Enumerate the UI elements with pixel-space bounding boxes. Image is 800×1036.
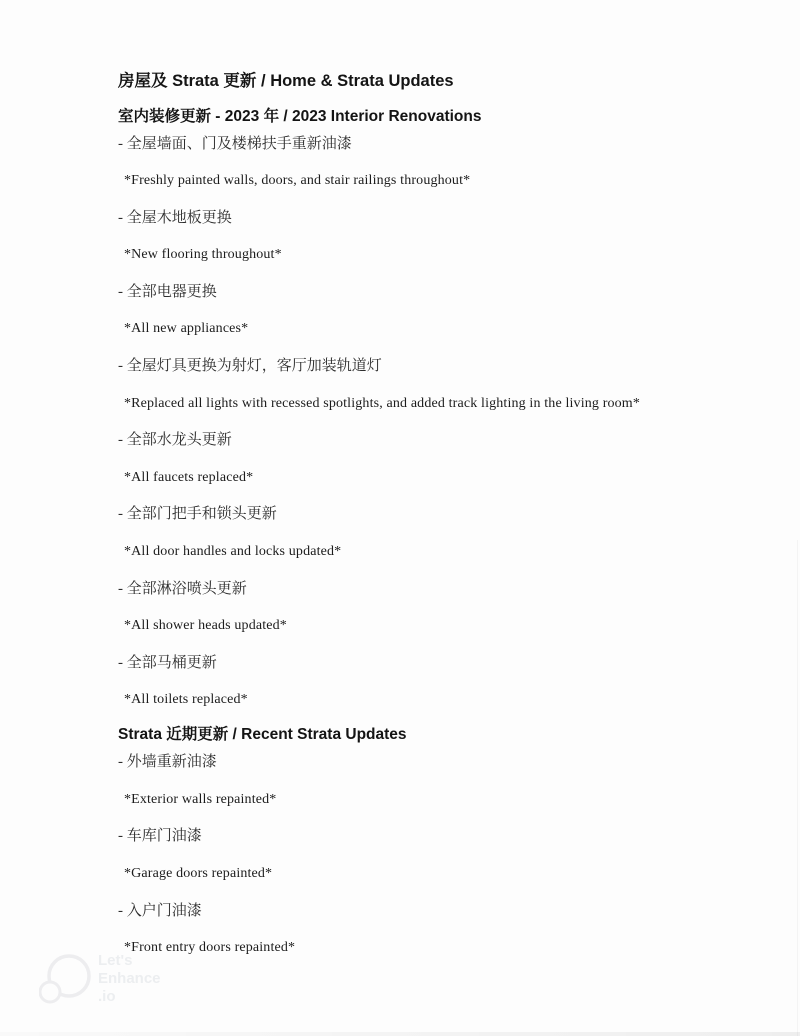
watermark-line-3: .io: [98, 988, 116, 1005]
doc-line-en: *New flooring throughout*: [124, 247, 282, 262]
doc-line-zh: - 全屋墙面、门及楼梯扶手重新油漆: [118, 136, 352, 152]
doc-line-zh: - 车库门油漆: [118, 828, 202, 844]
page-bottom-edge-shadow: [0, 1032, 800, 1036]
watermark-line-1: Let's: [98, 952, 133, 969]
doc-line-zh: - 全部电器更换: [118, 284, 217, 300]
doc-line-en: *Garage doors repainted*: [124, 866, 273, 881]
doc-line-en: *Exterior walls repainted*: [124, 792, 277, 807]
heading-2023-interior-renovations: 室内装修更新 - 2023 年 / 2023 Interior Renovations: [118, 108, 482, 125]
doc-line-en: *All shower heads updated*: [124, 618, 287, 633]
doc-line-zh: - 外墙重新油漆: [118, 754, 217, 770]
doc-line-en: *Front entry doors repainted*: [124, 940, 296, 955]
doc-line-en: *Freshly painted walls, doors, and stair railings throughout*: [124, 173, 471, 188]
heading-home-strata-updates: 房屋及 Strata 更新 / Home & Strata Updates: [118, 72, 454, 90]
doc-line-en: *All door handles and locks updated*: [124, 544, 342, 559]
doc-line-zh: - 全部水龙头更新: [118, 432, 232, 448]
page-right-edge-shadow: [797, 540, 798, 1036]
doc-line-zh: - 全部门把手和锁头更新: [118, 506, 277, 522]
doc-line-zh: - 全部马桶更新: [118, 655, 217, 671]
watermark-line-2: Enhance: [98, 970, 161, 987]
heading-recent-strata-updates: Strata 近期更新 / Recent Strata Updates: [118, 726, 407, 743]
doc-line-en: *All toilets replaced*: [124, 692, 248, 707]
lets-enhance-logo-icon: [39, 948, 91, 1011]
doc-line-zh: - 全部淋浴喷头更新: [118, 581, 247, 597]
doc-line-en: *All new appliances*: [124, 321, 249, 336]
doc-line-en: *Replaced all lights with recessed spotlights, and added track lighting in the living room*: [124, 396, 640, 411]
doc-line-zh: - 全屋灯具更换为射灯，客厅加装轨道灯: [118, 358, 382, 374]
doc-line-en: *All faucets replaced*: [124, 470, 254, 485]
doc-line-zh: - 全屋木地板更换: [118, 210, 232, 226]
doc-line-zh: - 入户门油漆: [118, 903, 202, 919]
